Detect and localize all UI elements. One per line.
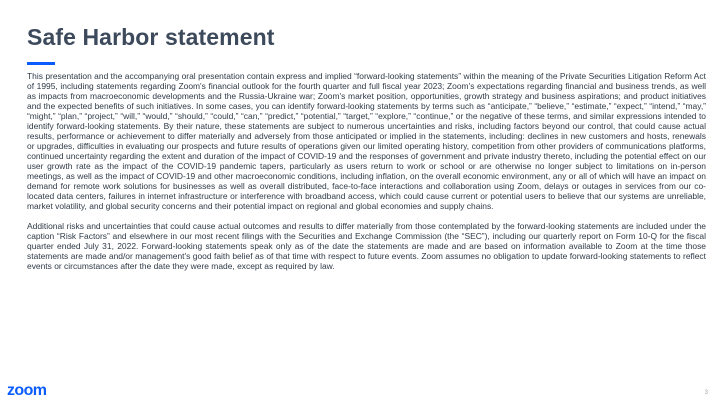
slide-title: Safe Harbor statement bbox=[27, 24, 275, 50]
zoom-logo: zoom bbox=[7, 382, 47, 399]
paragraph-forward-looking: This presentation and the accompanying oral presentation contain express and implied “forward-looking statements” within the meaning of the Private Securities Litigation Reform Act of 1995, including statements regarding Zoom's financial outlook for the fourth quarter and full fiscal year 2023; Zoom's expectations regarding financial and business trends, as well as impacts from macroeconomic developments and the Russia-Ukraine war; Zoom's market position, opportunities, growth strategy and business aspirations; and product initiatives and the expected benefits of such initiatives. In some cases, you can identify forward-looking statements by terms such as “anticipate,” “believe,” “estimate,” “expect,” “intend,” “may,” “might,” “plan,” “project,” “will,” “would,” “should,” “could,” “can,” “predict,” “potential,” “target,” “explore,” “continue,” or the negative of these terms, and similar expressions intended to identify forward-looking statements. By their nature, these statements are subject to numerous uncertainties and risks, including factors beyond our control, that could cause actual results, performance or achievement to differ materially and adversely from those anticipated or implied in the statements, including: declines in new customers and hosts, renewals or upgrades, difficulties in evaluating our prospects and future results of operations given our limited operating history, competition from other providers of communications platforms, continued uncertainty regarding the extent and duration of the impact of COVID-19 and the responses of government and private industry thereto, including the potential effect on our user growth rate as the impact of the COVID-19 pandemic tapers, particularly as users return to work or school or are otherwise no longer subject to limitations on in-person meetings, as well as the impact of COVID-19 and other macroeconomic conditions, including inflation, on the overall economic environment, any or all of which will have an impact on demand for remote work solutions for businesses as well as overall distributed, face-to-face interactions and collaboration using Zoom, delays or outages in services from our co-located data centers, failures in internet infrastructure or interference with broadband access, which could cause current or potential users to believe that our systems are unreliable, market volatility, and global security concerns and their potential impact on regional and global economies and supply chains. bbox=[27, 70, 706, 212]
paragraph-additional-risks: Additional risks and uncertainties that could cause actual outcomes and results to differ materially from those contemplated by the forward-looking statements are included under the caption “Risk Factors” and elsewhere in our most recent filings with the Securities and Exchange Commission (the “SEC”), including our quarterly report on Form 10-Q for the fiscal quarter ended July 31, 2022. Forward-looking statements speak only as of the date the statements are made and are based on information available to Zoom at the time those statements are made and/or management's good faith belief as of that time with respect to future events. Zoom assumes no obligation to update forward-looking statements to reflect events or circumstances after the date they were made, except as required by law. bbox=[27, 221, 706, 272]
title-accent-bar bbox=[27, 62, 55, 65]
body-text bbox=[27, 71, 706, 272]
page-number: 3 bbox=[704, 390, 708, 396]
